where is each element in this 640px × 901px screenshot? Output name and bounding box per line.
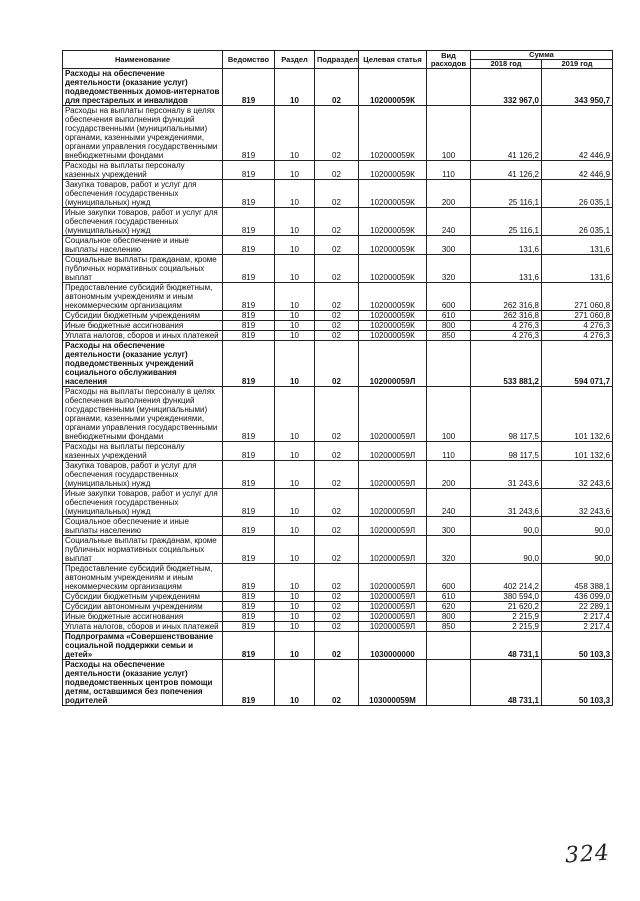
cell-razdel: 10 <box>275 106 315 161</box>
cell-y2019: 594 071,7 <box>542 341 613 387</box>
cell-y2018: 41 126,2 <box>471 161 542 180</box>
cell-y2019: 101 132,6 <box>542 442 613 461</box>
cell-razdel: 10 <box>275 208 315 236</box>
table-row <box>63 592 613 602</box>
cell-razdel: 10 <box>275 283 315 311</box>
cell-y2018: 41 126,2 <box>471 106 542 161</box>
cell-ved: 819 <box>223 331 275 341</box>
cell-razdel: 10 <box>275 161 315 180</box>
cell-vid: 200 <box>427 461 471 489</box>
cell-ved: 819 <box>223 442 275 461</box>
cell-vid: 110 <box>427 442 471 461</box>
header-vedomstvo: Ведомство <box>223 51 275 69</box>
cell-ved: 819 <box>223 612 275 622</box>
cell-target: 102000059К <box>359 283 427 311</box>
cell-name: Социальные выплаты гражданам, кроме публичных нормативных социальных выплат <box>63 255 223 283</box>
cell-ved: 819 <box>223 180 275 208</box>
cell-name: Иные бюджетные ассигнования <box>63 612 223 622</box>
cell-y2018: 98 117,5 <box>471 442 542 461</box>
table-row <box>63 622 613 632</box>
cell-y2019: 4 276,3 <box>542 331 613 341</box>
cell-y2018: 25 116,1 <box>471 208 542 236</box>
table-row <box>63 632 613 660</box>
cell-y2018: 98 117,5 <box>471 387 542 442</box>
cell-razdel: 10 <box>275 69 315 106</box>
cell-podrazdel: 02 <box>315 236 359 255</box>
cell-ved: 819 <box>223 255 275 283</box>
cell-name: Расходы на обеспечение деятельности (оказание услуг) подведомственных домов-интернатов для престарелых и инвалидов <box>63 69 223 106</box>
cell-target: 102000059К <box>359 321 427 331</box>
cell-y2018: 48 731,1 <box>471 660 542 706</box>
cell-ved: 819 <box>223 622 275 632</box>
cell-y2019: 271 060,8 <box>542 311 613 321</box>
cell-name: Расходы на выплаты персоналу казенных учреждений <box>63 161 223 180</box>
cell-ved: 819 <box>223 236 275 255</box>
cell-ved: 819 <box>223 106 275 161</box>
table-row <box>63 536 613 564</box>
cell-podrazdel: 02 <box>315 517 359 536</box>
cell-y2019: 26 035,1 <box>542 208 613 236</box>
cell-y2019: 32 243,6 <box>542 489 613 517</box>
cell-target: 102000059Л <box>359 564 427 592</box>
header-name: Наименование <box>63 51 223 69</box>
cell-ved: 819 <box>223 536 275 564</box>
cell-podrazdel: 02 <box>315 341 359 387</box>
cell-y2018: 90,0 <box>471 536 542 564</box>
cell-podrazdel: 02 <box>315 564 359 592</box>
cell-target: 102000059Л <box>359 387 427 442</box>
cell-target: 102000059К <box>359 106 427 161</box>
cell-y2018: 25 116,1 <box>471 180 542 208</box>
cell-target: 102000059Л <box>359 602 427 612</box>
cell-ved: 819 <box>223 489 275 517</box>
cell-razdel: 10 <box>275 622 315 632</box>
cell-podrazdel: 02 <box>315 387 359 442</box>
cell-podrazdel: 02 <box>315 331 359 341</box>
cell-razdel: 10 <box>275 321 315 331</box>
cell-name: Иные бюджетные ассигнования <box>63 321 223 331</box>
cell-name: Уплата налогов, сборов и иных платежей <box>63 331 223 341</box>
cell-target: 102000059Л <box>359 442 427 461</box>
cell-razdel: 10 <box>275 341 315 387</box>
cell-podrazdel: 02 <box>315 461 359 489</box>
header-podrazdel: Подраздел <box>315 51 359 69</box>
cell-podrazdel: 02 <box>315 311 359 321</box>
cell-name: Закупка товаров, работ и услуг для обеспечения государственных (муниципальных) нужд <box>63 180 223 208</box>
table-row <box>63 387 613 442</box>
cell-ved: 819 <box>223 564 275 592</box>
header-razdel: Раздел <box>275 51 315 69</box>
cell-razdel: 10 <box>275 536 315 564</box>
cell-razdel: 10 <box>275 602 315 612</box>
cell-razdel: 10 <box>275 387 315 442</box>
cell-y2019: 2 217,4 <box>542 612 613 622</box>
cell-target: 102000059К <box>359 311 427 321</box>
cell-target: 102000059К <box>359 331 427 341</box>
header-2019: 2019 год <box>542 60 613 69</box>
table-row <box>63 517 613 536</box>
cell-vid: 600 <box>427 564 471 592</box>
table-row <box>63 564 613 592</box>
cell-vid: 850 <box>427 331 471 341</box>
cell-name: Расходы на выплаты персоналу казенных учреждений <box>63 442 223 461</box>
cell-y2019: 458 388,1 <box>542 564 613 592</box>
cell-y2019: 101 132,6 <box>542 387 613 442</box>
cell-y2018: 48 731,1 <box>471 632 542 660</box>
cell-vid: 110 <box>427 161 471 180</box>
cell-y2019: 271 060,8 <box>542 283 613 311</box>
cell-vid: 850 <box>427 622 471 632</box>
cell-vid: 610 <box>427 311 471 321</box>
cell-target: 102000059Л <box>359 341 427 387</box>
cell-ved: 819 <box>223 632 275 660</box>
cell-name: Расходы на обеспечение деятельности (оказание услуг) подведомственных центров помощи детям, оставшимся без попечения родителей <box>63 660 223 706</box>
cell-razdel: 10 <box>275 442 315 461</box>
table-row <box>63 612 613 622</box>
cell-podrazdel: 02 <box>315 180 359 208</box>
table-row <box>63 236 613 255</box>
cell-razdel: 10 <box>275 489 315 517</box>
cell-podrazdel: 02 <box>315 612 359 622</box>
table-body <box>63 69 613 706</box>
cell-target: 102000059К <box>359 255 427 283</box>
cell-y2019: 343 950,7 <box>542 69 613 106</box>
header-2018: 2018 год <box>471 60 542 69</box>
table-row <box>63 321 613 331</box>
cell-target: 102000059К <box>359 180 427 208</box>
cell-target: 102000059К <box>359 69 427 106</box>
cell-podrazdel: 02 <box>315 161 359 180</box>
cell-y2018: 131,6 <box>471 236 542 255</box>
cell-y2018: 4 276,3 <box>471 321 542 331</box>
cell-vid <box>427 632 471 660</box>
cell-vid: 300 <box>427 517 471 536</box>
cell-podrazdel: 02 <box>315 660 359 706</box>
cell-y2019: 90,0 <box>542 517 613 536</box>
page-number: 324 <box>564 840 611 869</box>
cell-target: 102000059К <box>359 208 427 236</box>
cell-name: Социальные выплаты гражданам, кроме публичных нормативных социальных выплат <box>63 536 223 564</box>
cell-y2018: 21 620,2 <box>471 602 542 612</box>
cell-razdel: 10 <box>275 660 315 706</box>
table-row <box>63 283 613 311</box>
cell-vid: 240 <box>427 208 471 236</box>
cell-y2018: 262 316,8 <box>471 311 542 321</box>
table-row <box>63 69 613 106</box>
cell-target: 102000059Л <box>359 612 427 622</box>
cell-target: 102000059К <box>359 161 427 180</box>
cell-target: 102000059Л <box>359 489 427 517</box>
cell-podrazdel: 02 <box>315 592 359 602</box>
cell-target: 102000059Л <box>359 461 427 489</box>
cell-y2019: 42 446,9 <box>542 161 613 180</box>
cell-ved: 819 <box>223 461 275 489</box>
cell-name: Субсидии бюджетным учреждениям <box>63 592 223 602</box>
cell-y2018: 2 215,9 <box>471 612 542 622</box>
cell-name: Расходы на обеспечение деятельности (оказание услуг) подведомственных учреждений социального обслуживания населения <box>63 341 223 387</box>
table-row <box>63 208 613 236</box>
cell-vid: 800 <box>427 321 471 331</box>
cell-y2018: 131,6 <box>471 255 542 283</box>
cell-name: Субсидии автономным учреждениям <box>63 602 223 612</box>
table-row <box>63 660 613 706</box>
cell-vid <box>427 69 471 106</box>
cell-y2019: 50 103,3 <box>542 632 613 660</box>
cell-razdel: 10 <box>275 180 315 208</box>
cell-y2018: 31 243,6 <box>471 461 542 489</box>
cell-razdel: 10 <box>275 236 315 255</box>
cell-target: 102000059Л <box>359 622 427 632</box>
cell-y2018: 262 316,8 <box>471 283 542 311</box>
cell-ved: 819 <box>223 69 275 106</box>
cell-y2018: 31 243,6 <box>471 489 542 517</box>
cell-razdel: 10 <box>275 461 315 489</box>
cell-ved: 819 <box>223 602 275 612</box>
cell-vid: 320 <box>427 255 471 283</box>
table-row <box>63 602 613 612</box>
cell-y2019: 436 099,0 <box>542 592 613 602</box>
cell-razdel: 10 <box>275 564 315 592</box>
cell-razdel: 10 <box>275 592 315 602</box>
cell-vid: 100 <box>427 387 471 442</box>
cell-podrazdel: 02 <box>315 632 359 660</box>
cell-razdel: 10 <box>275 632 315 660</box>
cell-ved: 819 <box>223 321 275 331</box>
cell-y2019: 26 035,1 <box>542 180 613 208</box>
table-row <box>63 461 613 489</box>
table-row <box>63 161 613 180</box>
table-row <box>63 489 613 517</box>
cell-y2019: 50 103,3 <box>542 660 613 706</box>
cell-name: Расходы на выплаты персоналу в целях обеспечения выполнения функций государственными (муниципальными) органами, казенными учреждениями, органами управления государственными внебюджетными фондами <box>63 387 223 442</box>
cell-y2019: 90,0 <box>542 536 613 564</box>
cell-vid: 610 <box>427 592 471 602</box>
cell-name: Уплата налогов, сборов и иных платежей <box>63 622 223 632</box>
cell-name: Подпрограмма «Совершенствование социальной поддержки семьи и детей» <box>63 632 223 660</box>
cell-vid: 600 <box>427 283 471 311</box>
cell-ved: 819 <box>223 208 275 236</box>
cell-podrazdel: 02 <box>315 69 359 106</box>
cell-podrazdel: 02 <box>315 321 359 331</box>
cell-name: Иные закупки товаров, работ и услуг для обеспечения государственных (муниципальных) нужд <box>63 489 223 517</box>
cell-name: Социальное обеспечение и иные выплаты населению <box>63 517 223 536</box>
cell-razdel: 10 <box>275 331 315 341</box>
cell-vid: 300 <box>427 236 471 255</box>
cell-target: 103000059М <box>359 660 427 706</box>
header-summa: Сумма <box>471 51 613 60</box>
cell-target: 1030000000 <box>359 632 427 660</box>
cell-ved: 819 <box>223 341 275 387</box>
cell-name: Закупка товаров, работ и услуг для обеспечения государственных (муниципальных) нужд <box>63 461 223 489</box>
cell-name: Предоставление субсидий бюджетным, автономным учреждениям и иным некоммерческим организациям <box>63 283 223 311</box>
cell-y2019: 22 289,1 <box>542 602 613 612</box>
cell-vid: 800 <box>427 612 471 622</box>
cell-razdel: 10 <box>275 517 315 536</box>
cell-y2018: 402 214,2 <box>471 564 542 592</box>
table-row <box>63 442 613 461</box>
cell-name: Субсидии бюджетным учреждениям <box>63 311 223 321</box>
cell-name: Предоставление субсидий бюджетным, автономным учреждениям и иным некоммерческим организациям <box>63 564 223 592</box>
cell-vid: 100 <box>427 106 471 161</box>
cell-vid: 200 <box>427 180 471 208</box>
table-row <box>63 106 613 161</box>
cell-ved: 819 <box>223 311 275 321</box>
cell-vid: 320 <box>427 536 471 564</box>
cell-podrazdel: 02 <box>315 536 359 564</box>
cell-ved: 819 <box>223 283 275 311</box>
cell-podrazdel: 02 <box>315 489 359 517</box>
cell-y2018: 90,0 <box>471 517 542 536</box>
header-target: Целевая статья <box>359 51 427 69</box>
table-row <box>63 311 613 321</box>
table-row <box>63 180 613 208</box>
cell-target: 102000059Л <box>359 517 427 536</box>
cell-y2018: 4 276,3 <box>471 331 542 341</box>
cell-podrazdel: 02 <box>315 602 359 612</box>
table-row <box>63 255 613 283</box>
cell-target: 102000059Л <box>359 592 427 602</box>
cell-podrazdel: 02 <box>315 442 359 461</box>
cell-ved: 819 <box>223 161 275 180</box>
cell-podrazdel: 02 <box>315 106 359 161</box>
cell-y2019: 42 446,9 <box>542 106 613 161</box>
cell-razdel: 10 <box>275 255 315 283</box>
cell-razdel: 10 <box>275 612 315 622</box>
cell-y2018: 533 881,2 <box>471 341 542 387</box>
cell-podrazdel: 02 <box>315 255 359 283</box>
cell-y2018: 332 967,0 <box>471 69 542 106</box>
cell-y2019: 4 276,3 <box>542 321 613 331</box>
cell-vid <box>427 341 471 387</box>
table-row <box>63 331 613 341</box>
table-row <box>63 341 613 387</box>
cell-y2019: 131,6 <box>542 255 613 283</box>
cell-y2019: 32 243,6 <box>542 461 613 489</box>
cell-target: 102000059К <box>359 236 427 255</box>
cell-ved: 819 <box>223 517 275 536</box>
cell-name: Иные закупки товаров, работ и услуг для обеспечения государственных (муниципальных) нужд <box>63 208 223 236</box>
header-vid: Вид расходов <box>427 51 471 69</box>
cell-ved: 819 <box>223 387 275 442</box>
cell-ved: 819 <box>223 660 275 706</box>
cell-podrazdel: 02 <box>315 283 359 311</box>
cell-razdel: 10 <box>275 311 315 321</box>
cell-y2019: 131,6 <box>542 236 613 255</box>
cell-name: Социальное обеспечение и иные выплаты населению <box>63 236 223 255</box>
cell-target: 102000059Л <box>359 536 427 564</box>
cell-vid <box>427 660 471 706</box>
cell-y2019: 2 217,4 <box>542 622 613 632</box>
cell-ved: 819 <box>223 592 275 602</box>
cell-y2018: 2 215,9 <box>471 622 542 632</box>
cell-y2018: 380 594,0 <box>471 592 542 602</box>
cell-podrazdel: 02 <box>315 622 359 632</box>
cell-vid: 620 <box>427 602 471 612</box>
budget-table <box>62 50 613 706</box>
cell-name: Расходы на выплаты персоналу в целях обеспечения выполнения функций государственными (муниципальными) органами, казенными учреждениями, органами управления государственными внебюджетными фондами <box>63 106 223 161</box>
cell-vid: 240 <box>427 489 471 517</box>
cell-podrazdel: 02 <box>315 208 359 236</box>
